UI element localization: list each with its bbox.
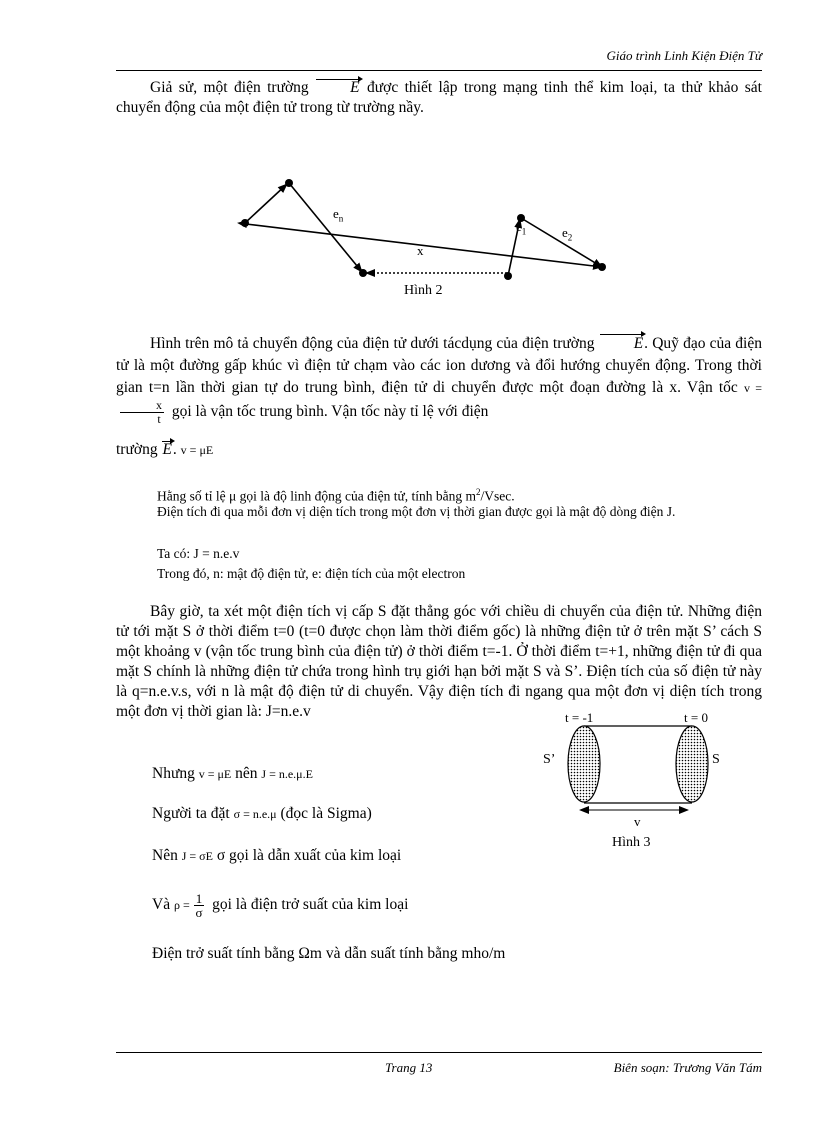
label-t-minus-1: t = -1 [565,710,594,725]
surface-paragraph: Bây giờ, ta xét một điện tích vị cấp S đặt thẳng góc với chiều di chuyển của điện tử. Những điện tử tới mặt S ở thời điểm t=0 (t=0 được chọn làm thời điểm gốc) là những điện tử ở trên mặt S’ cách S một khoảng v (vận tốc trung bình của điện tử) ở thời điểm t=-1. Ở thời điểm t=+1, những điện tử đi qua mặt S chính là những điện tử chứa trong hình trụ giới hạn bởi mặt S và S’. Điện tích của số điện tử này là q=n.e.v.s, với n là mật độ điện tử di chuyển. Vậy điện tích đi ngang qua một đơn vị diện tích trong một đơn vị thời gian là: J=n.e.v [116,603,762,720]
surface-s [676,726,708,802]
intro-text-b: được thiết lập trong mạng tinh thể kim loại, ta thử khảo sát chuyển động của một điện tử trong từ trường nầy. [116,79,762,116]
running-header: Giáo trình Linh Kiện Điện Tử [606,48,762,63]
formula-line-1: Nhưng v = μE nên J = n.e.μ.E [152,765,313,782]
point [359,269,367,277]
motion-paragraph-end: trường E. v = μE [116,441,214,458]
footer-rule [116,1052,762,1053]
velocity-symbol: v = [743,381,762,395]
fraction-x-over-t: $\frac{x}{t}$ [120,399,164,426]
displacement-x-arrow [246,224,602,267]
formula-v-mu-e: v = μE [180,443,214,457]
label-x: x [417,243,424,258]
current-density-definition: Điện tích đi qua mỗi đơn vị diện tích trong một đơn vị thời gian được gọi là mật độ dòng điện J. [157,504,676,519]
point [241,219,249,227]
label-e2: $e_2$ [562,225,573,243]
vector-e: E [315,78,360,98]
label-s-prime: S’ [543,752,556,767]
label-t-0: t = 0 [684,710,708,725]
mobility-definition: Hằng số tỉ lệ μ gọi là độ linh động của điện tử, tính bằng $m^2$/Vsec. [157,487,515,504]
variables-description: Trong đó, n: mật độ điện tử, e: điện tích của một electron [157,566,466,581]
point [598,263,606,271]
label-e1: $e_1$ [516,219,527,237]
figure-3-caption: Hình 3 [612,835,651,850]
path-segment-1 [245,184,287,223]
motion-paragraph: Hình trên mô tả chuyển động của điện tử dưới tácdụng của điện trường E. Quỹ đạo của điện tử là một đường gấp khúc vì điện tử chạm vào các ion dương và đổi hướng chuyển động. Trong thời gian t=n lần thời gian tự do trung bình, điện tử di chuyển được một đoạn đường là x. Vận tốc v = $\frac{x}{t}$ gọi là vận tốc trung bình. Vận tốc này tỉ lệ với điện [116,335,762,426]
formula-line-4: Và ρ = $\frac{1}{\sigma}$ gọi là điện trở suất của kim loại [152,891,409,920]
vector-e: E [162,441,172,458]
formula-line-3: Nên J = σE σ gọi là dẫn xuất của kim loại [152,847,402,864]
label-en: $e_n$ [333,206,344,224]
vector-e: E [599,333,644,355]
figure-2-caption: Hình 2 [404,283,443,298]
point [504,272,512,280]
intro-text-a: Giả sử, một điện trường [150,79,316,96]
footer-author: Biên soạn: Trương Văn Tám [613,1060,762,1075]
surface-s-prime [568,726,600,802]
page-number: Trang 13 [385,1060,433,1075]
label-v: v [634,814,641,829]
label-s: S [712,752,720,767]
current-density-formula: Ta có: J = n.e.v [157,546,240,561]
formula-line-2: Người ta đặt σ = n.e.μ (đọc là Sigma) [152,805,372,822]
formula-line-5: Điện trở suất tính bằng Ωm và dẫn suất tính bằng mho/m [152,945,506,962]
fraction-1-over-sigma: $\frac{1}{\sigma}$ [195,891,203,920]
point [285,179,293,187]
path-segment-en [289,183,362,272]
